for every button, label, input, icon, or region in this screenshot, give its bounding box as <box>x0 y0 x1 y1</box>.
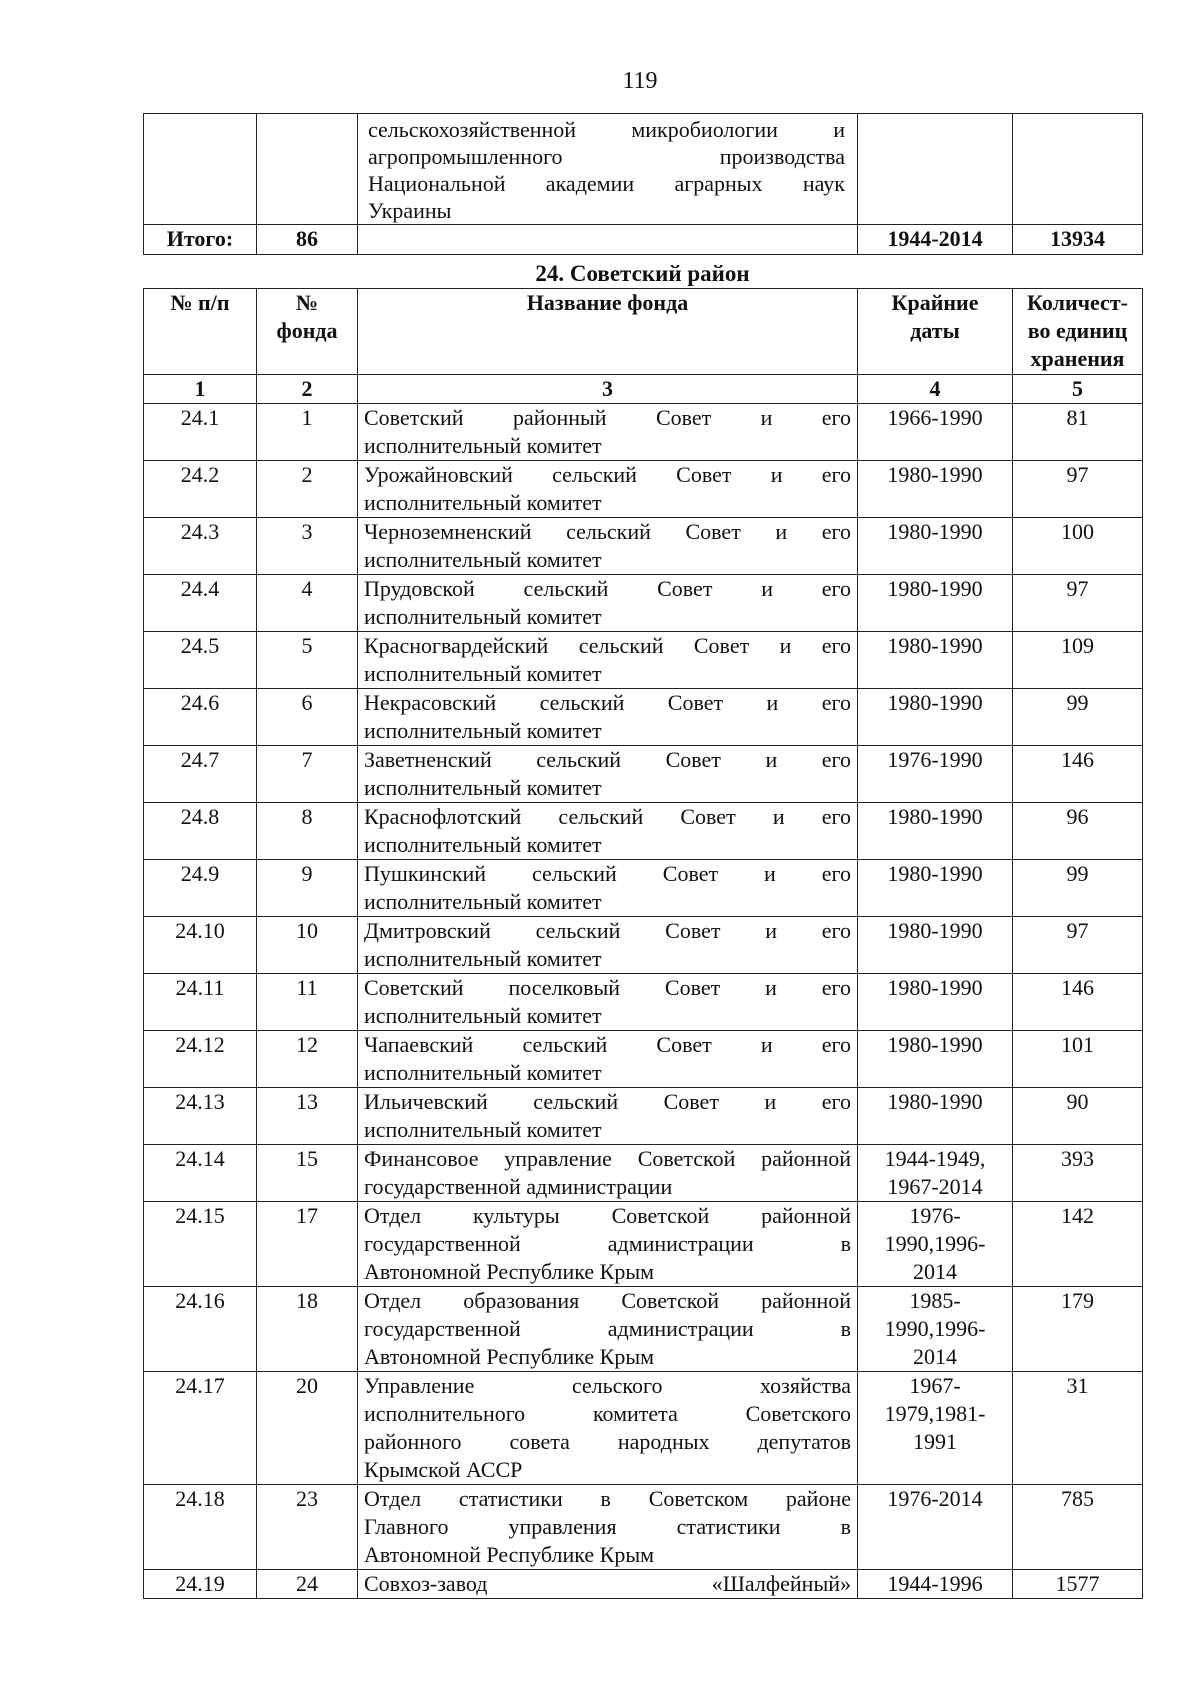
name-line: государственной администрации <box>364 1174 673 1199</box>
name-line: Отдел образования Советской районной <box>364 1288 851 1313</box>
table-row <box>144 518 1143 575</box>
table-row <box>144 803 1143 860</box>
continued-name-line: агропромышленного производства <box>368 144 845 169</box>
header-num: № п/п <box>144 289 257 375</box>
header-dates: Крайние даты <box>858 289 1013 375</box>
name-line: Урожайновский сельский Совет и его <box>364 462 851 487</box>
row-dates: 1980-1990 <box>858 1088 1013 1145</box>
continued-row-fond <box>257 114 358 225</box>
name-line: Автономной Республике Крым <box>364 1259 655 1284</box>
row-fond: 13 <box>257 1088 358 1145</box>
name-line: Прудовской сельский Совет и его <box>364 576 851 601</box>
name-line: Заветненский сельский Совет и его <box>364 747 851 772</box>
continued-name-line: Национальной академии аграрных наук <box>368 171 845 196</box>
row-fond: 18 <box>257 1287 358 1372</box>
row-dates: 1980-1990 <box>858 518 1013 575</box>
row-fond: 5 <box>257 632 358 689</box>
row-fond: 7 <box>257 746 358 803</box>
row-dates: 1980-1990 <box>858 461 1013 518</box>
row-dates <box>858 1287 1013 1372</box>
row-fond: 20 <box>257 1372 358 1485</box>
dates-line: 1985- <box>909 1288 961 1313</box>
row-fond: 23 <box>257 1485 358 1570</box>
name-line: районного совета народных депутатов <box>364 1429 851 1454</box>
name-line: Черноземненский сельский Совет и его <box>364 519 851 544</box>
row-name <box>358 518 858 575</box>
name-line: исполнительный комитет <box>364 1060 602 1085</box>
continued-name-line: сельскохозяйственной микробиологии и <box>368 117 845 142</box>
table-row <box>144 1202 1143 1287</box>
table-row <box>144 1287 1143 1372</box>
column-number-row <box>144 375 1143 404</box>
dates-line: 1991 <box>913 1429 957 1454</box>
row-number: 24.12 <box>144 1031 257 1088</box>
row-fond: 12 <box>257 1031 358 1088</box>
table-header-row <box>144 289 1143 375</box>
row-number: 24.4 <box>144 575 257 632</box>
name-line: исполнительный комитет <box>364 775 602 800</box>
row-dates: 1980-1990 <box>858 917 1013 974</box>
row-fond: 3 <box>257 518 358 575</box>
row-fond: 9 <box>257 860 358 917</box>
row-units: 179 <box>1013 1287 1143 1372</box>
row-number: 24.17 <box>144 1372 257 1485</box>
table-row <box>144 1145 1143 1202</box>
row-dates: 1976-2014 <box>858 1485 1013 1570</box>
column-number: 3 <box>358 375 858 404</box>
row-units: 99 <box>1013 689 1143 746</box>
name-line: Автономной Республике Крым <box>364 1542 655 1567</box>
name-line: Ильичевский сельский Совет и его <box>364 1089 851 1114</box>
name-line: государственной администрации в <box>364 1316 851 1341</box>
dates-line: 1990,1996- <box>884 1316 986 1341</box>
section-title: 24. Советский район <box>535 261 750 286</box>
row-number: 24.7 <box>144 746 257 803</box>
name-line: Некрасовский сельский Совет и его <box>364 690 851 715</box>
row-name <box>358 1287 858 1372</box>
column-number: 5 <box>1013 375 1143 404</box>
row-dates <box>858 1202 1013 1287</box>
name-line: исполнительный комитет <box>364 946 602 971</box>
total-label: Итого: <box>144 225 257 255</box>
name-line: государственной администрации в <box>364 1231 851 1256</box>
row-number: 24.13 <box>144 1088 257 1145</box>
dates-line: 2014 <box>913 1344 957 1369</box>
row-name <box>358 860 858 917</box>
row-units: 31 <box>1013 1372 1143 1485</box>
row-name <box>358 803 858 860</box>
name-line: исполнительный комитет <box>364 490 602 515</box>
row-dates <box>858 1372 1013 1485</box>
continued-row-num <box>144 114 257 225</box>
row-dates: 1980-1990 <box>858 689 1013 746</box>
name-line: Крымской АССР <box>364 1457 523 1482</box>
name-line: Красногвардейский сельский Совет и его <box>364 633 851 658</box>
total-name <box>358 225 858 255</box>
name-line: исполнительный комитет <box>364 718 602 743</box>
column-number: 4 <box>858 375 1013 404</box>
row-name <box>358 1145 858 1202</box>
row-name <box>358 689 858 746</box>
row-fond: 17 <box>257 1202 358 1287</box>
row-units: 101 <box>1013 1031 1143 1088</box>
row-dates: 1944-1996 <box>858 1570 1013 1599</box>
total-dates: 1944-2014 <box>858 225 1013 255</box>
row-units: 109 <box>1013 632 1143 689</box>
row-name <box>358 974 858 1031</box>
table-row <box>144 1088 1143 1145</box>
row-name <box>358 632 858 689</box>
row-units: 81 <box>1013 404 1143 461</box>
name-line: Советский поселковый Совет и его <box>364 975 851 1000</box>
name-line: исполнительного комитета Советского <box>364 1401 851 1426</box>
header-units: Количест- во единиц хранения <box>1013 289 1143 375</box>
row-dates: 1976-1990 <box>858 746 1013 803</box>
row-units: 142 <box>1013 1202 1143 1287</box>
header-name: Название фонда <box>358 289 858 375</box>
continued-row-units <box>1013 114 1143 225</box>
row-number: 24.11 <box>144 974 257 1031</box>
row-units: 90 <box>1013 1088 1143 1145</box>
row-dates: 1980-1990 <box>858 803 1013 860</box>
dates-line: 1979,1981- <box>884 1401 986 1426</box>
name-line: исполнительный комитет <box>364 604 602 629</box>
row-fond: 4 <box>257 575 358 632</box>
dates-line: 1967- <box>909 1373 961 1398</box>
column-number: 2 <box>257 375 358 404</box>
row-dates: 1966-1990 <box>858 404 1013 461</box>
name-line: Главного управления статистики в <box>364 1514 851 1539</box>
row-name <box>358 1031 858 1088</box>
row-name <box>358 1372 858 1485</box>
row-dates: 1980-1990 <box>858 632 1013 689</box>
row-units: 99 <box>1013 860 1143 917</box>
name-line: Дмитровский сельский Совет и его <box>364 918 851 943</box>
row-fond: 11 <box>257 974 358 1031</box>
row-dates <box>858 1145 1013 1202</box>
row-number: 24.6 <box>144 689 257 746</box>
table-row <box>144 404 1143 461</box>
name-line: исполнительный комитет <box>364 433 602 458</box>
row-number: 24.8 <box>144 803 257 860</box>
row-name <box>358 1088 858 1145</box>
name-line: исполнительный комитет <box>364 1117 602 1142</box>
row-units: 97 <box>1013 575 1143 632</box>
name-line: Советский районный Совет и его <box>364 405 851 430</box>
table-row <box>144 632 1143 689</box>
name-line: Отдел статистики в Советском районе <box>364 1486 851 1511</box>
continuation-table <box>143 113 1143 255</box>
row-units: 785 <box>1013 1485 1143 1570</box>
row-number: 24.10 <box>144 917 257 974</box>
row-dates: 1980-1990 <box>858 575 1013 632</box>
row-fond: 2 <box>257 461 358 518</box>
name-line: Отдел культуры Советской районной <box>364 1203 851 1228</box>
table-row <box>144 1570 1143 1599</box>
name-line: Краснофлотский сельский Совет и его <box>364 804 851 829</box>
row-units: 393 <box>1013 1145 1143 1202</box>
continued-row <box>144 114 1143 225</box>
row-number: 24.15 <box>144 1202 257 1287</box>
row-units: 146 <box>1013 974 1143 1031</box>
name-line: Управление сельского хозяйства <box>364 1373 851 1398</box>
name-line: Пушкинский сельский Совет и его <box>364 861 851 886</box>
row-fond: 6 <box>257 689 358 746</box>
row-fond: 10 <box>257 917 358 974</box>
dates-line: 1944-1949, <box>884 1146 986 1171</box>
row-number: 24.5 <box>144 632 257 689</box>
row-number: 24.3 <box>144 518 257 575</box>
row-units: 146 <box>1013 746 1143 803</box>
fonds-table <box>143 288 1143 1599</box>
name-line: исполнительный комитет <box>364 661 602 686</box>
header-fond: № фонда <box>257 289 358 375</box>
total-row <box>144 225 1143 255</box>
name-line: исполнительный комитет <box>364 547 602 572</box>
dates-line: 1990,1996- <box>884 1231 986 1256</box>
name-line: исполнительный комитет <box>364 1003 602 1028</box>
row-name <box>358 575 858 632</box>
table-row <box>144 689 1143 746</box>
name-line: Финансовое управление Советской районной <box>364 1146 851 1171</box>
column-number: 1 <box>144 375 257 404</box>
name-line: исполнительный комитет <box>364 832 602 857</box>
dates-line: 1967-2014 <box>887 1174 983 1199</box>
table-row <box>144 575 1143 632</box>
row-fond: 1 <box>257 404 358 461</box>
row-name <box>358 746 858 803</box>
continued-row-dates <box>858 114 1013 225</box>
name-line: Чапаевский сельский Совет и его <box>364 1032 851 1057</box>
row-units: 97 <box>1013 917 1143 974</box>
name-line: исполнительный комитет <box>364 889 602 914</box>
row-fond: 24 <box>257 1570 358 1599</box>
row-fond: 8 <box>257 803 358 860</box>
row-fond: 15 <box>257 1145 358 1202</box>
table-body <box>144 404 1143 1599</box>
table-row <box>144 860 1143 917</box>
row-number: 24.2 <box>144 461 257 518</box>
table-row <box>144 1485 1143 1570</box>
table-row <box>144 1031 1143 1088</box>
table-row <box>144 974 1143 1031</box>
row-units: 100 <box>1013 518 1143 575</box>
table-row <box>144 746 1143 803</box>
row-number: 24.19 <box>144 1570 257 1599</box>
continued-name-line: Украины <box>368 198 452 223</box>
row-number: 24.14 <box>144 1145 257 1202</box>
dates-line: 1976- <box>909 1203 961 1228</box>
page-number: 119 <box>622 68 658 94</box>
continued-row-name <box>358 114 858 225</box>
name-line: Совхоз-завод «Шалфейный» <box>364 1571 851 1596</box>
row-units: 1577 <box>1013 1570 1143 1599</box>
row-name <box>358 461 858 518</box>
row-number: 24.1 <box>144 404 257 461</box>
row-number: 24.9 <box>144 860 257 917</box>
row-name <box>358 404 858 461</box>
dates-line: 2014 <box>913 1259 957 1284</box>
row-name <box>358 1202 858 1287</box>
name-line: Автономной Республике Крым <box>364 1344 655 1369</box>
table-row <box>144 1372 1143 1485</box>
row-number: 24.16 <box>144 1287 257 1372</box>
table-row <box>144 461 1143 518</box>
row-dates: 1980-1990 <box>858 1031 1013 1088</box>
row-number: 24.18 <box>144 1485 257 1570</box>
row-name <box>358 1485 858 1570</box>
table-row <box>144 917 1143 974</box>
total-fonds: 86 <box>257 225 358 255</box>
row-name <box>358 1570 858 1599</box>
row-dates: 1980-1990 <box>858 974 1013 1031</box>
row-units: 96 <box>1013 803 1143 860</box>
total-units: 13934 <box>1013 225 1143 255</box>
row-name <box>358 917 858 974</box>
row-dates: 1980-1990 <box>858 860 1013 917</box>
row-units: 97 <box>1013 461 1143 518</box>
